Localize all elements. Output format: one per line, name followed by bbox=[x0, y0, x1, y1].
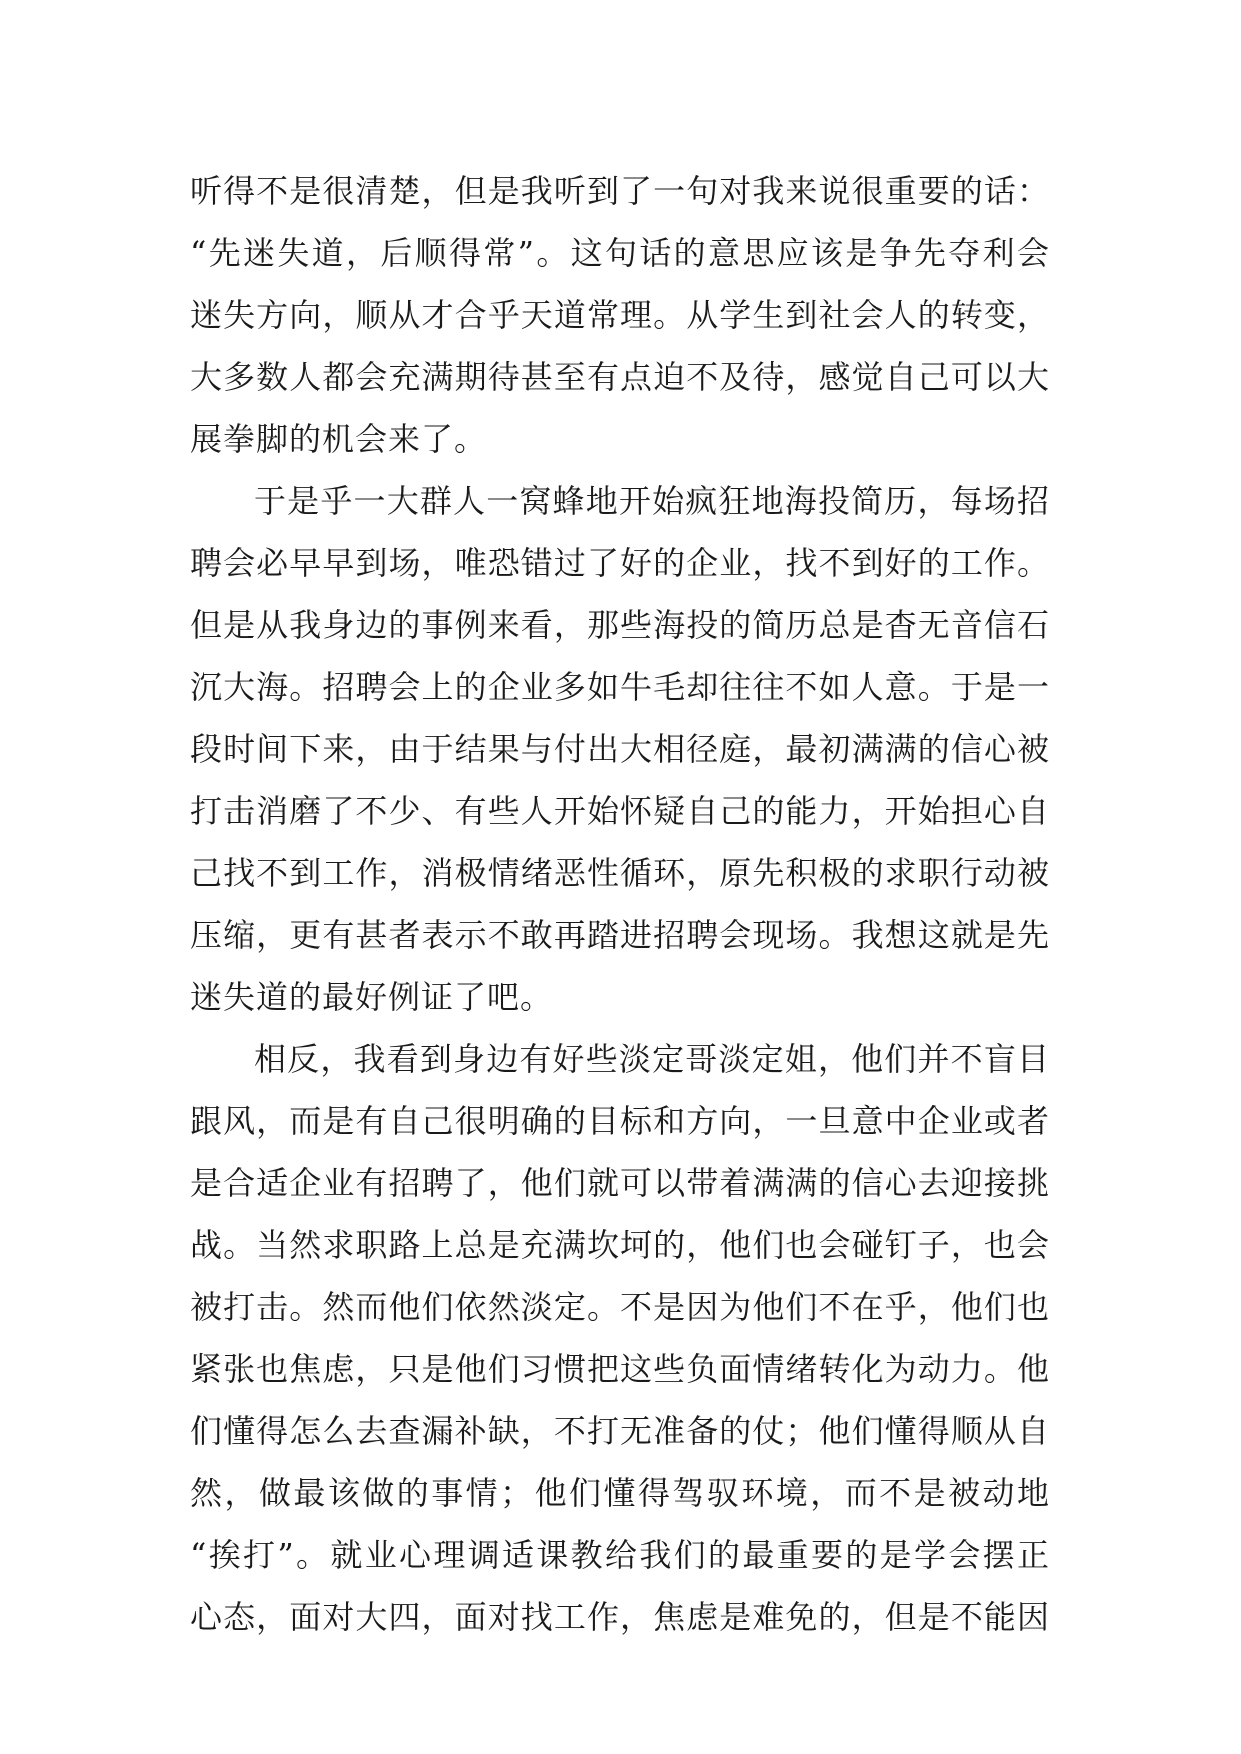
text-line: “挨打”。就业心理调适课教给我们的最重要的是学会摆正 bbox=[190, 1536, 1050, 1574]
text-line: 战。当然求职路上总是充满坎坷的，他们也会碰钉子，也会 bbox=[190, 1226, 1050, 1264]
text-line: 沉大海。招聘会上的企业多如牛毛却往往不如人意。于是一 bbox=[190, 668, 1050, 706]
paragraph-start-line: 于是乎一大群人一窝蜂地开始疯狂地海投简历，每场招 bbox=[254, 482, 1050, 520]
body-text bbox=[190, 160, 1050, 1648]
text-line: 大多数人都会充满期待甚至有点迫不及待，感觉自己可以大 bbox=[190, 358, 1050, 396]
text-line: 己找不到工作，消极情绪恶性循环，原先积极的求职行动被 bbox=[190, 854, 1050, 892]
text-line: 聘会必早早到场，唯恐错过了好的企业，找不到好的工作。 bbox=[190, 544, 1050, 582]
text-line: 压缩，更有甚者表示不敢再踏进招聘会现场。我想这就是先 bbox=[190, 916, 1050, 954]
text-line: 但是从我身边的事例来看，那些海投的简历总是杳无音信石 bbox=[190, 606, 1050, 644]
text-line: 被打击。然而他们依然淡定。不是因为他们不在乎，他们也 bbox=[190, 1288, 1050, 1326]
text-line: 听得不是很清楚，但是我听到了一句对我来说很重要的话： bbox=[190, 172, 1050, 210]
text-line: 是合适企业有招聘了，他们就可以带着满满的信心去迎接挑 bbox=[190, 1164, 1050, 1202]
text-line: 心态，面对大四，面对找工作，焦虑是难免的，但是不能因 bbox=[190, 1598, 1050, 1636]
text-line: 们懂得怎么去查漏补缺，不打无准备的仗；他们懂得顺从自 bbox=[190, 1412, 1050, 1450]
text-line: 展拳脚的机会来了。 bbox=[190, 420, 488, 458]
text-line: “先迷失道，后顺得常”。这句话的意思应该是争先夺利会 bbox=[190, 234, 1050, 272]
paragraph-start-line: 相反，我看到身边有好些淡定哥淡定姐，他们并不盲目 bbox=[254, 1040, 1050, 1078]
text-line: 打击消磨了不少、有些人开始怀疑自己的能力，开始担心自 bbox=[190, 792, 1050, 830]
text-line: 段时间下来，由于结果与付出大相径庭，最初满满的信心被 bbox=[190, 730, 1050, 768]
text-line: 迷失道的最好例证了吧。 bbox=[190, 978, 554, 1016]
text-line: 然，做最该做的事情；他们懂得驾驭环境，而不是被动地 bbox=[190, 1474, 1050, 1512]
text-line: 跟风，而是有自己很明确的目标和方向，一旦意中企业或者 bbox=[190, 1102, 1050, 1140]
text-line: 紧张也焦虑，只是他们习惯把这些负面情绪转化为动力。他 bbox=[190, 1350, 1050, 1388]
text-line: 迷失方向，顺从才合乎天道常理。从学生到社会人的转变， bbox=[190, 296, 1050, 334]
